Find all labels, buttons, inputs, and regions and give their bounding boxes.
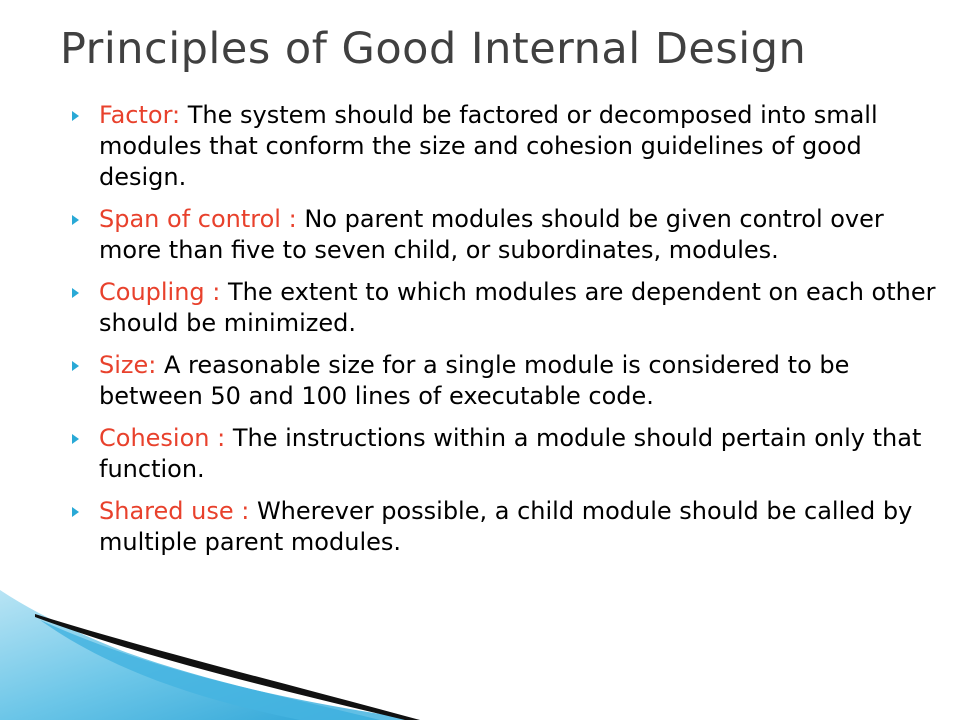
bullet-text: Wherever possible, a child module should be called by multiple parent modules. bbox=[99, 497, 913, 556]
bullet-text: No parent modules should be given control over more than five to seven child, or subordinates, modules. bbox=[99, 205, 884, 264]
bullet-term: Shared use : bbox=[99, 497, 257, 525]
bullet-factor bbox=[68, 100, 948, 193]
bullet-term: Span of control : bbox=[99, 205, 305, 233]
arrow-bullet-icon bbox=[72, 111, 79, 121]
bullet-term: Size: bbox=[99, 351, 164, 379]
decorative-swoosh bbox=[0, 590, 960, 720]
bullet-list bbox=[68, 100, 948, 569]
bullet-text: The system should be factored or decomposed into small modules that conform the size and cohesion guidelines of good design. bbox=[99, 101, 878, 191]
bullet-cohesion bbox=[68, 423, 948, 485]
bullet-size bbox=[68, 350, 948, 412]
arrow-bullet-icon bbox=[72, 215, 79, 225]
bullet-text: The instructions within a module should pertain only that function. bbox=[99, 424, 922, 483]
bullet-shared-use bbox=[68, 496, 948, 558]
bullet-text: The extent to which modules are dependent on each other should be minimized. bbox=[99, 278, 936, 337]
arrow-bullet-icon bbox=[72, 507, 79, 517]
blue-swoosh-shape bbox=[0, 590, 380, 720]
bullet-span-of-control bbox=[68, 204, 948, 266]
arrow-bullet-icon bbox=[72, 434, 79, 444]
bullet-term: Coupling : bbox=[99, 278, 229, 306]
bullet-text: A reasonable size for a single module is considered to be between 50 and 100 lines of executable code. bbox=[99, 351, 850, 410]
arrow-bullet-icon bbox=[72, 361, 79, 371]
arrow-bullet-icon bbox=[72, 288, 79, 298]
bullet-coupling bbox=[68, 277, 948, 339]
slide-title: Principles of Good Internal Design bbox=[60, 24, 807, 74]
bullet-term: Cohesion : bbox=[99, 424, 233, 452]
bullet-term: Factor: bbox=[99, 101, 188, 129]
